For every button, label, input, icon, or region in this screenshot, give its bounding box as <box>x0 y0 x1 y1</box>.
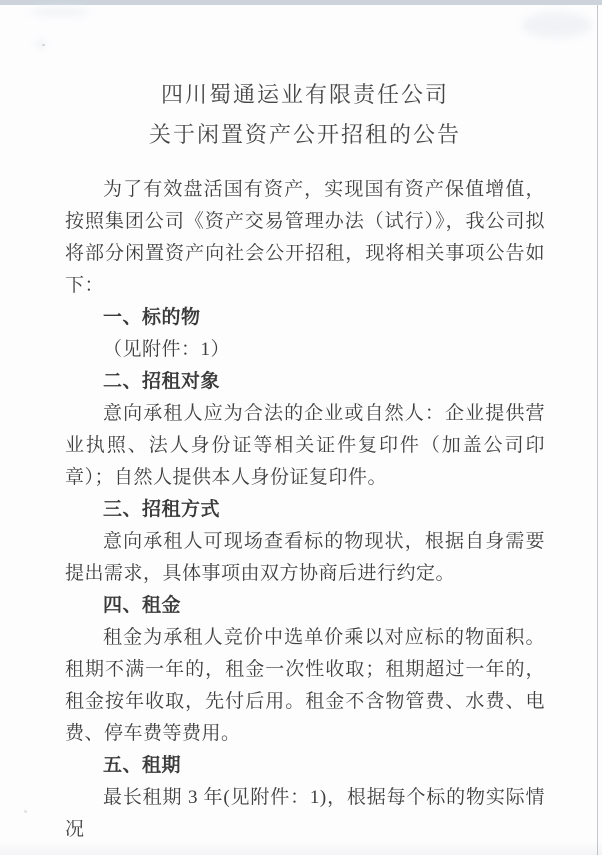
section-body-5: 最长租期 3 年(见附件：1)，根据每个标的物实际情况 <box>65 787 545 840</box>
section-body-4: 租金为承租人竞价中选单价乘以对应标的物面积。租期不满一年的，租金一次性收取；租期超过一年的，租金按年收取，先付后用。租金不含物管费、水费、电费、停车费等费用。 <box>65 627 545 744</box>
intro-paragraph: 为了有效盘活国有资产，实现国有资产保值增值，按照集团公司《资产交易管理办法（试行）》，我公司拟将部分闲置资产向社会公开招租，现将相关事项公告如下： <box>65 179 545 296</box>
section-heading-1: 一、标的物 <box>103 307 201 328</box>
section-body-3: 意向承租人可现场查看标的物现状，根据自身需要提出需求，具体事项由双方协商后进行约定。 <box>65 531 545 584</box>
section-heading-3: 三、招租方式 <box>103 499 221 520</box>
section-body-2: 意向承租人应为合法的企业或自然人：企业提供营业执照、法人身份证等相关证件复印件（加盖公司印章）；自然人提供本人身份证复印件。 <box>65 403 545 488</box>
section-heading-2: 二、招租对象 <box>103 371 221 392</box>
title-line-company: 四川蜀通运业有限责任公司 <box>160 82 449 107</box>
section-heading-4: 四、租金 <box>103 595 182 616</box>
title-line-subject: 关于闲置资产公开招租的公告 <box>148 122 461 147</box>
section-heading-5: 五、租期 <box>103 755 182 776</box>
document-text <box>65 174 545 846</box>
section-body-1: （见附件：1） <box>103 339 231 360</box>
document-title <box>65 75 545 155</box>
